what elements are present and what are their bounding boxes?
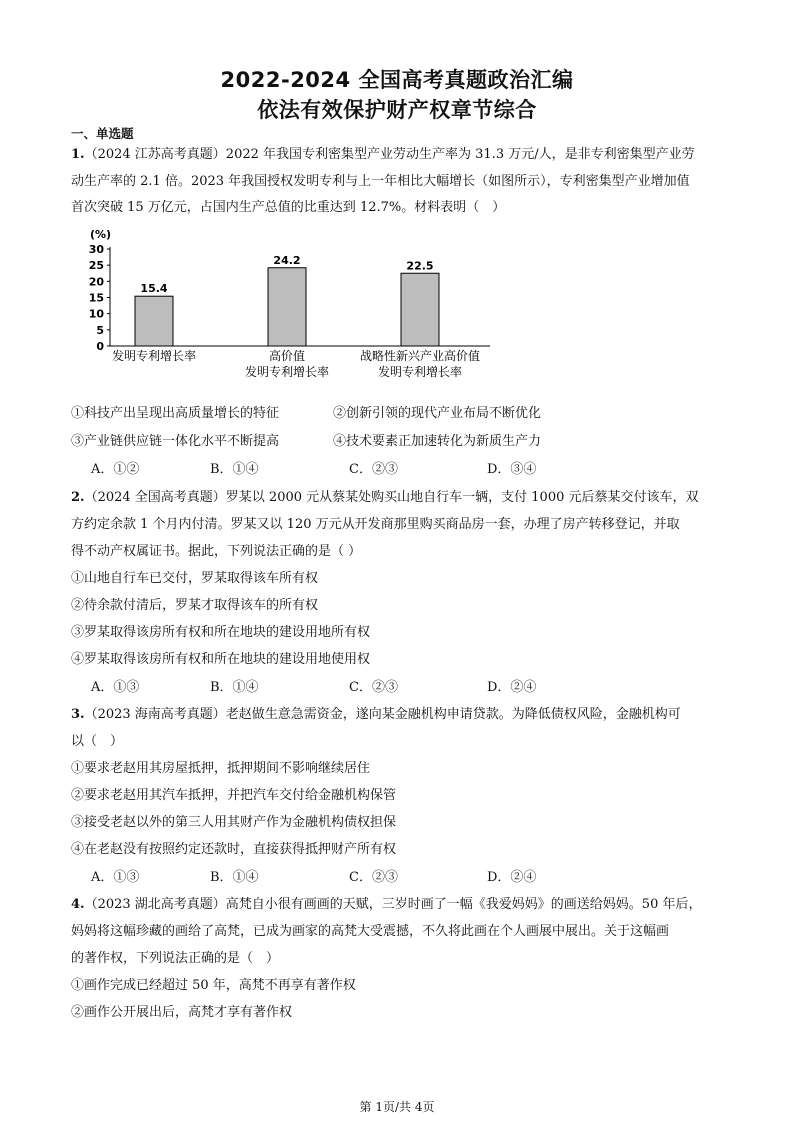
q1-number: 1. xyxy=(71,147,85,162)
q2-choice-d: D．②④ xyxy=(487,680,537,695)
q1-option-2: ②创新引领的现代产业布局不断优化 xyxy=(333,406,542,421)
q2-option-4: ④罗某取得该房所有权和所在地块的建设用地使用权 xyxy=(71,652,371,667)
q2-choice-b: B．①④ xyxy=(210,680,259,695)
q1-line-3: 首次突破 15 万亿元，占国内生产总值的比重达到 12.7%。材料表明（ ） xyxy=(71,200,506,215)
q1-text-1: （2024 江苏高考真题）2022 年我国专利密集型产业劳动生产率为 31.3 万元/人，是非专利密集型产业劳 xyxy=(84,147,695,162)
q1-choice-b: B．①④ xyxy=(210,462,259,477)
section-heading: 一、单选题 xyxy=(71,126,134,141)
q2-choice-a: A．①③ xyxy=(91,680,140,695)
y-tick-label: 0 xyxy=(96,340,104,353)
category-label: 战略性新兴产业高价值 xyxy=(359,349,481,363)
q3-choice-d: D．②④ xyxy=(487,870,537,885)
q4-line-1 xyxy=(71,893,731,912)
q3-line-2: 以（ ） xyxy=(71,734,124,749)
q3-option-1: ①要求老赵用其房屋抵押，抵押期间不影响继续居住 xyxy=(71,761,371,776)
q2-text-1: （2024 全国高考真题）罗某以 2000 元从蔡某处购买山地自行车一辆，支付 1000 元后蔡某交付该车，双 xyxy=(84,490,699,505)
q1-bar-chart xyxy=(70,224,510,394)
q1-line-1 xyxy=(71,143,731,162)
y-tick-label: 20 xyxy=(88,275,104,289)
bar-value-label: 22.5 xyxy=(406,259,434,273)
q4-option-1: ①画作完成已经超过 50 年，高梵不再享有著作权 xyxy=(71,978,356,993)
q1-option-3: ③产业链供应链一体化水平不断提高 xyxy=(71,434,280,449)
q1-option-1: ①科技产出呈现出高质量增长的特征 xyxy=(71,406,280,421)
q3-option-2: ②要求老赵用其汽车抵押，并把汽车交付给金融机构保管 xyxy=(71,788,397,803)
y-tick-label: 15 xyxy=(88,291,104,305)
bar xyxy=(135,296,173,346)
q1-choice-a: A．①② xyxy=(91,462,140,477)
bar-value-label: 15.4 xyxy=(140,282,168,296)
q1-option-4: ④技术要素正加速转化为新质生产力 xyxy=(333,434,542,449)
q1-choice-d: D．③④ xyxy=(487,462,537,477)
q2-line-3: 得不动产权属证书。据此，下列说法正确的是（ ） xyxy=(71,544,362,559)
bar-value-label: 24.2 xyxy=(273,253,301,267)
q1-choice-c: C．②③ xyxy=(349,462,398,477)
q2-line-2: 方约定余款 1 个月内付清。罗某又以 120 万元从开发商那里购买商品房一套，办理了房产转移登记，并取 xyxy=(71,517,680,532)
y-tick-label: 10 xyxy=(88,307,104,321)
category-label: 高价值 xyxy=(268,349,306,363)
q3-option-4: ④在老赵没有按照约定还款时，直接获得抵押财产所有权 xyxy=(71,842,397,857)
q1-line-2: 动生产率的 2.1 倍。2023 年我国授权发明专利与上一年相比大幅增长（如图所示），专利密集型产业增加值 xyxy=(71,174,690,189)
q3-choice-c: C．②③ xyxy=(349,870,398,885)
title-line-1: 2022-2024 全国高考真题政治汇编 xyxy=(220,68,574,92)
y-tick-label: 25 xyxy=(88,259,104,273)
bar xyxy=(268,268,306,346)
y-axis-label: (%) xyxy=(90,228,112,241)
q4-text-1: （2023 湖北高考真题）高梵自小很有画画的天赋，三岁时画了一幅《我爱妈妈》的画送给妈妈。50 年后， xyxy=(84,897,702,912)
q2-line-1 xyxy=(71,486,731,505)
q3-choice-b: B．①④ xyxy=(210,870,259,885)
q2-number: 2. xyxy=(71,490,85,505)
page-footer: 第 1页/共 4页 xyxy=(359,1100,435,1114)
q2-option-1: ①山地自行车已交付，罗某取得该车所有权 xyxy=(71,571,319,586)
category-label: 发明专利增长率 xyxy=(111,349,197,363)
q3-option-3: ③接受老赵以外的第三人用其财产作为金融机构债权担保 xyxy=(71,815,397,830)
q4-number: 4. xyxy=(71,897,85,912)
category-label: 发明专利增长率 xyxy=(377,365,463,379)
q2-option-2: ②待余款付清后，罗某才取得该车的所有权 xyxy=(71,598,319,613)
q3-number: 3. xyxy=(71,707,85,722)
q3-text-1: （2023 海南高考真题）老赵做生意急需资金，遂向某金融机构申请贷款。为降低债权风险，金融机构可 xyxy=(84,707,681,722)
y-tick-label: 30 xyxy=(88,243,104,256)
q4-line-2: 妈妈将这幅珍藏的画给了高梵，已成为画家的高梵大受震撼，不久将此画在个人画展中展出。关于这幅画 xyxy=(71,924,670,939)
q2-option-3: ③罗某取得该房所有权和所在地块的建设用地所有权 xyxy=(71,625,371,640)
title-line-2: 依法有效保护财产权章节综合 xyxy=(257,98,537,122)
q3-line-1 xyxy=(71,703,731,722)
y-tick-label: 5 xyxy=(96,323,104,337)
category-label: 发明专利增长率 xyxy=(244,365,330,379)
bar xyxy=(401,273,439,346)
q2-choice-c: C．②③ xyxy=(349,680,398,695)
q3-choice-a: A．①③ xyxy=(91,870,140,885)
q4-line-3: 的著作权，下列说法正确的是（ ） xyxy=(71,951,280,966)
q4-option-2: ②画作公开展出后，高梵才享有著作权 xyxy=(71,1005,293,1020)
